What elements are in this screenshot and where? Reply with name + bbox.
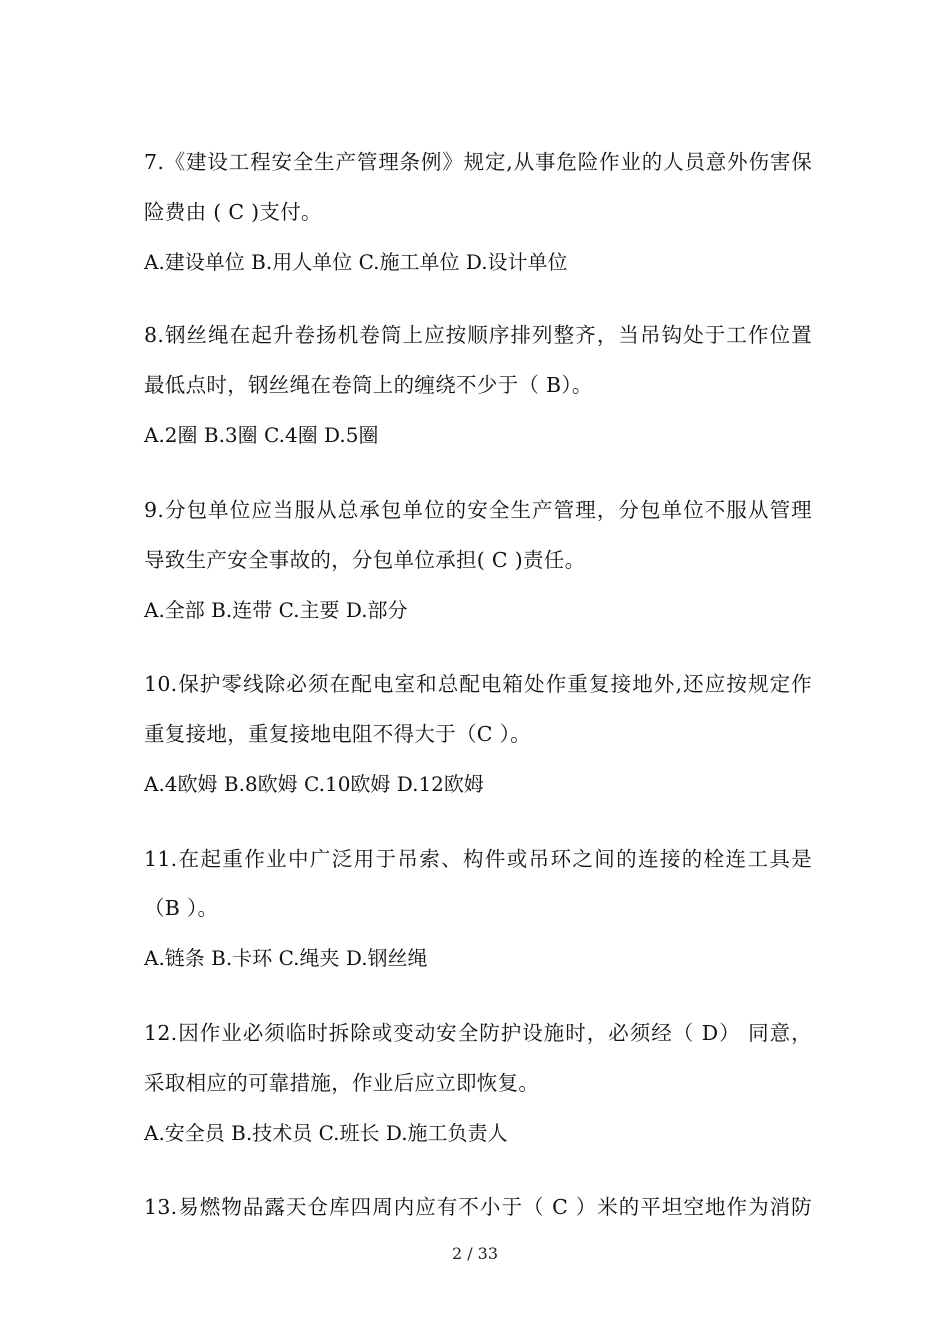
question-9-line-2: 导致生产安全事故的，分包单位承担( C )责任。 [144,548,586,572]
question-8-line-1: 8.钢丝绳在起升卷扬机卷筒上应按顺序排列整齐，当吊钩处于工作位置 [144,323,812,347]
question-12-options: A.安全员 B.技术员 C.班长 D.施工负责人 [144,1121,508,1145]
question-8-options: A.2圈 B.3圈 C.4圈 D.5圈 [144,423,379,447]
question-11-options: A.链条 B.卡环 C.绳夹 D.钢丝绳 [144,946,428,970]
question-9-line-1: 9.分包单位应当服从总承包单位的安全生产管理，分包单位不服从管理 [144,498,812,522]
question-8-line-2: 最低点时，钢丝绳在卷筒上的缠绕不少于（ B）。 [144,373,593,397]
question-10-line-2: 重复接地，重复接地电阻不得大于（C ）。 [144,722,531,746]
question-12-line-1: 12.因作业必须临时拆除或变动安全防护设施时，必须经（ D） 同意， [144,1021,812,1045]
question-11-line-2: （B ）。 [144,896,219,920]
question-7-line-1: 7.《建设工程安全生产管理条例》规定,从事危险作业的人员意外伤害保 [144,150,812,174]
page-number: 2 / 33 [451,1244,499,1263]
question-7-options: A.建设单位 B.用人单位 C.施工单位 D.设计单位 [144,250,568,274]
question-9-options: A.全部 B.连带 C.主要 D.部分 [144,598,408,622]
question-11-line-1: 11.在起重作业中广泛用于吊索、构件或吊环之间的连接的栓连工具是 [144,847,812,871]
question-10-line-1: 10.保护零线除必须在配电室和总配电箱处作重复接地外,还应按规定作 [144,672,812,696]
question-12-line-2: 采取相应的可靠措施，作业后应立即恢复。 [144,1071,540,1095]
question-13-line-1: 13.易燃物品露天仓库四周内应有不小于（ C ）米的平坦空地作为消防 [144,1195,812,1219]
question-10-options: A.4欧姆 B.8欧姆 C.10欧姆 D.12欧姆 [144,772,484,796]
question-7-line-2: 险费由 ( C )支付。 [144,200,322,224]
